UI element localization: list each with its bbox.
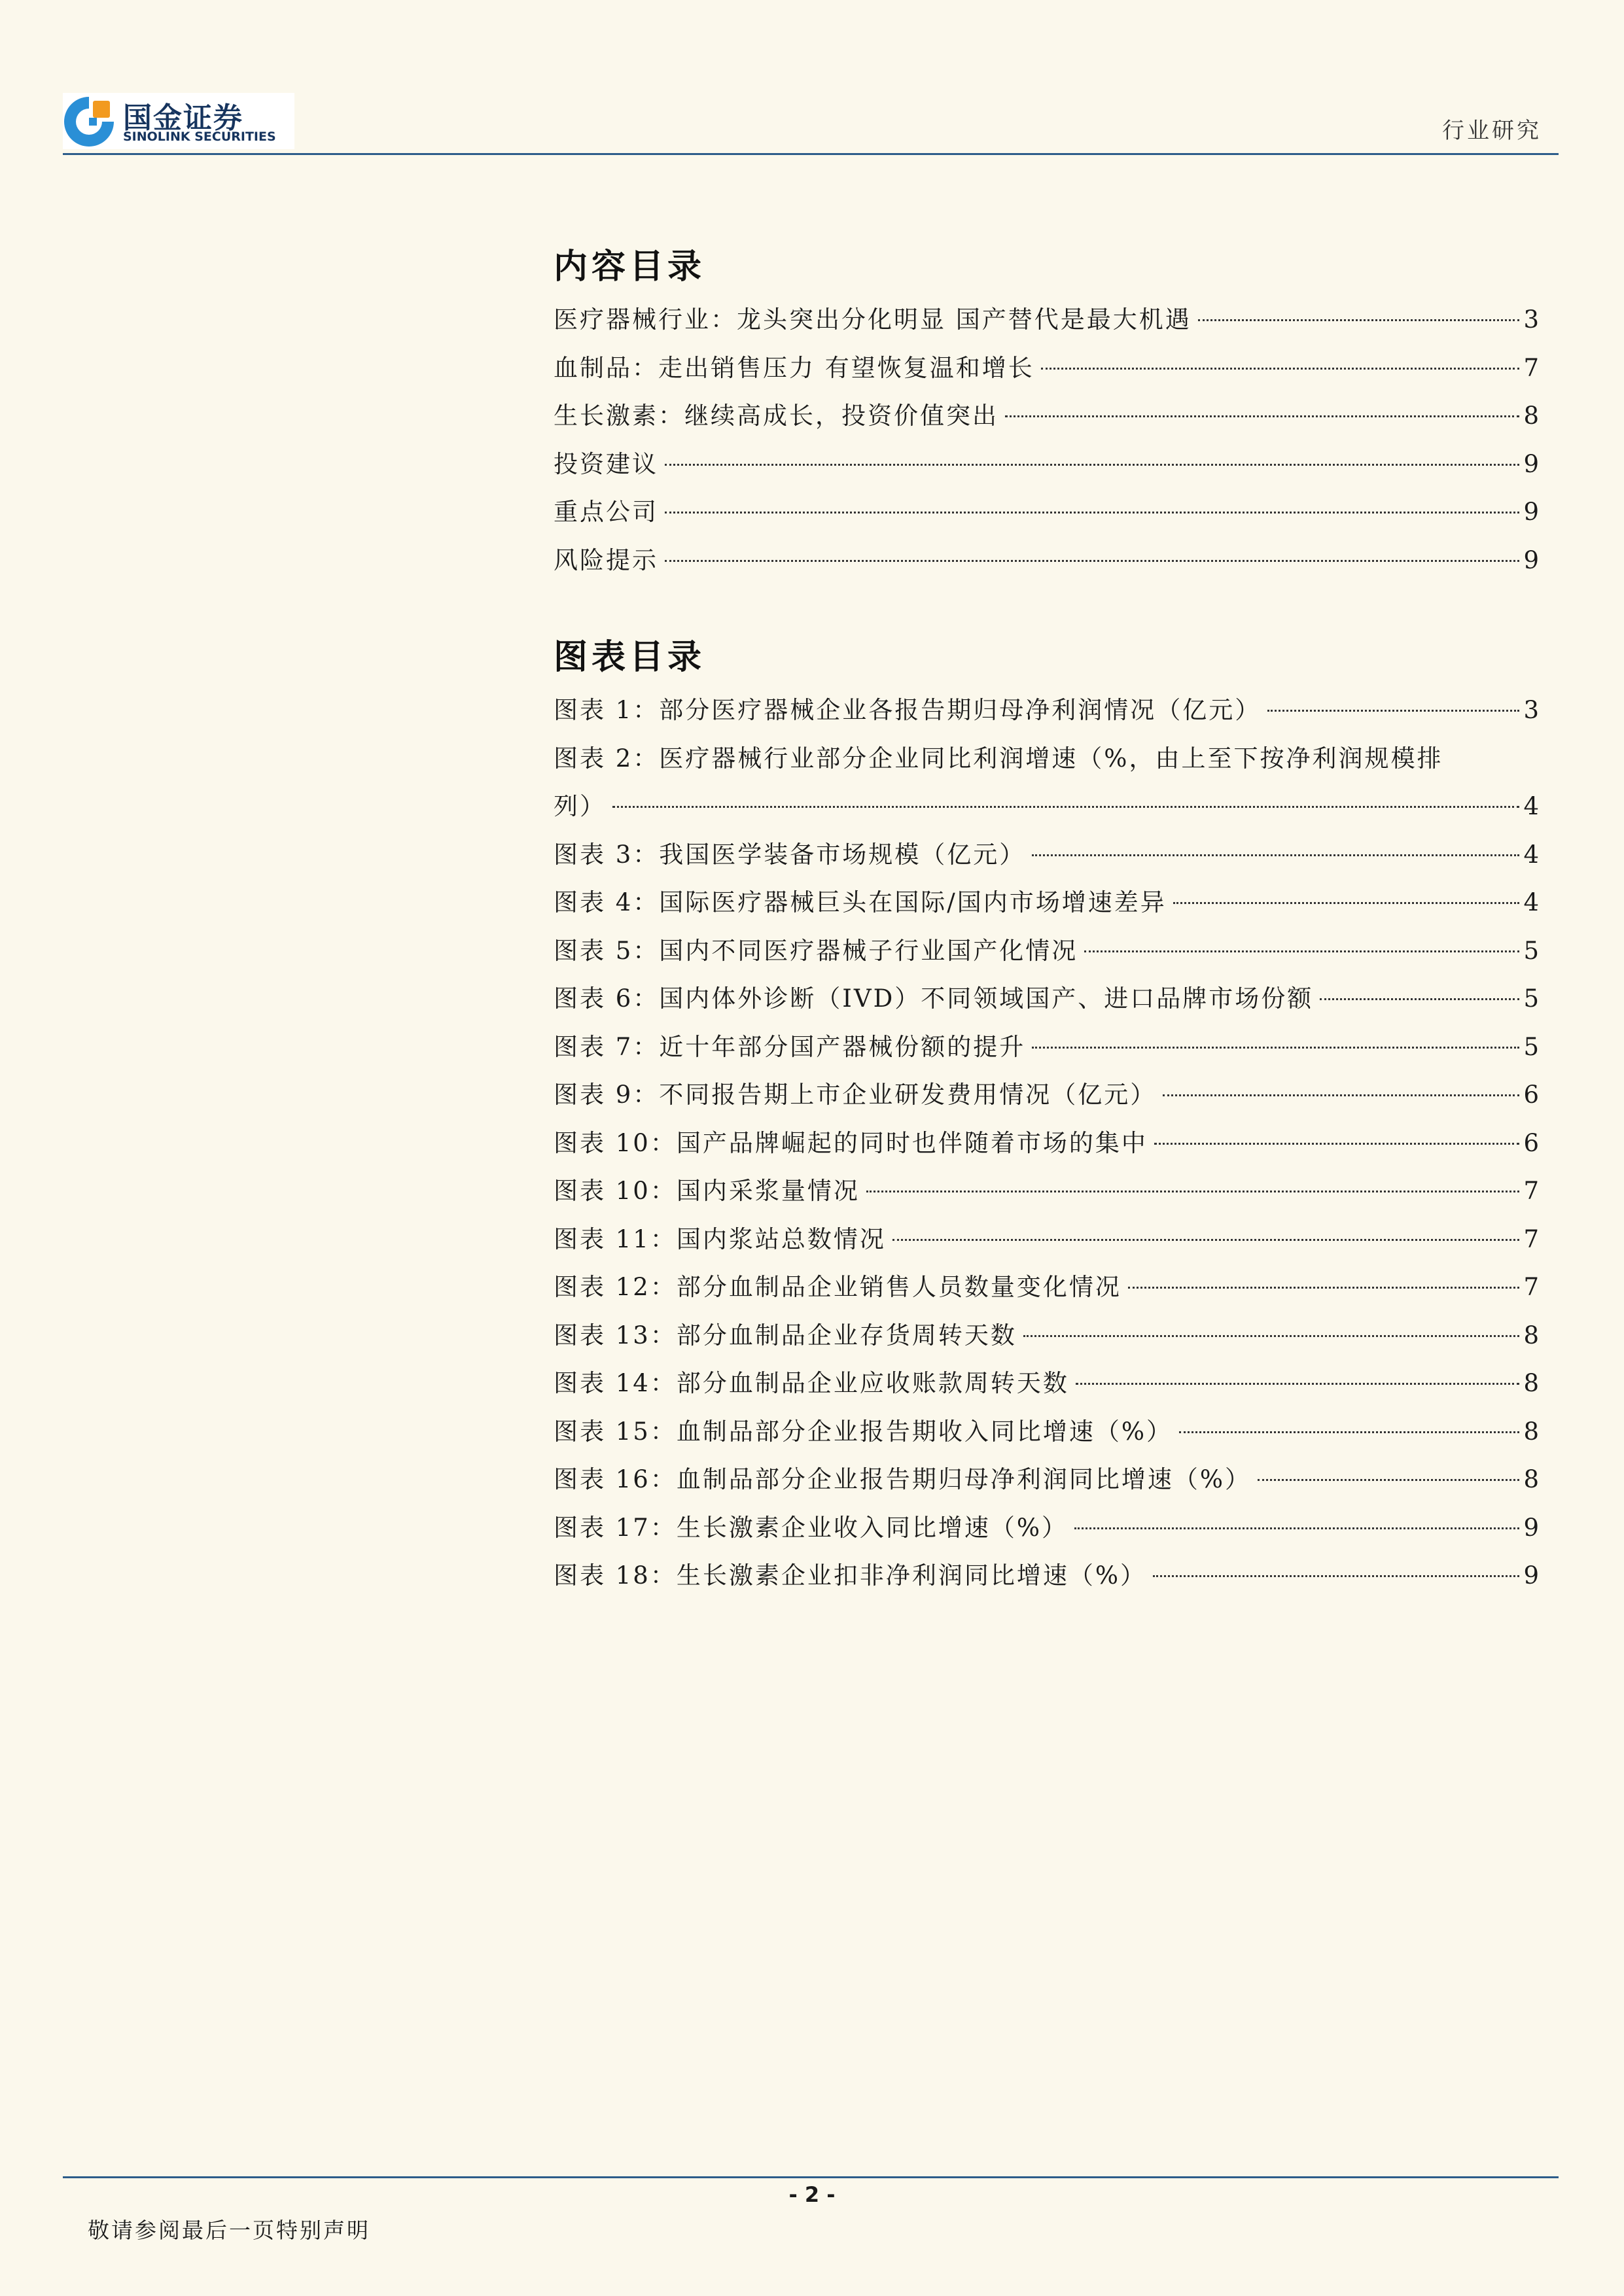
dot-leader xyxy=(1198,319,1520,321)
figure-entry-title: 图表 11：国内浆站总数情况 xyxy=(554,1225,886,1253)
dot-leader xyxy=(665,512,1519,513)
figure-entry-title: 图表 9：不同报告期上市企业研发费用情况（亿元） xyxy=(554,1081,1157,1109)
section-label: 行业研究 xyxy=(1442,118,1542,144)
figure-entry[interactable] xyxy=(554,831,1539,879)
figure-entry-title-line2: 列） xyxy=(554,792,606,820)
dot-leader xyxy=(1173,902,1520,904)
toc-entry-page: 3 xyxy=(1523,305,1539,334)
figure-entry-wrapped[interactable] xyxy=(554,735,1539,783)
sinolink-logo-icon xyxy=(63,96,115,148)
figure-entry-page: 5 xyxy=(1523,936,1539,965)
logo-chinese-name: 国金证券 xyxy=(123,101,243,135)
toc-entry[interactable] xyxy=(554,344,1539,392)
toc-entry-page: 9 xyxy=(1523,546,1539,574)
figure-entry-page: 8 xyxy=(1523,1321,1539,1349)
figure-entry-title: 图表 3：我国医学装备市场规模（亿元） xyxy=(554,840,1026,869)
figure-entry[interactable] xyxy=(554,1023,1539,1071)
toc-entry-page: 7 xyxy=(1523,353,1539,382)
figure-entry[interactable] xyxy=(554,927,1539,975)
figure-entry-title: 图表 7：近十年部分国产器械份额的提升 xyxy=(554,1032,1026,1061)
figure-entry[interactable] xyxy=(554,1312,1539,1360)
dot-leader xyxy=(866,1191,1520,1192)
dot-leader xyxy=(1041,368,1520,370)
figure-entry-page: 5 xyxy=(1523,1032,1539,1061)
figure-entry-title: 图表 6：国内体外诊断（IVD）不同领域国产、进口品牌市场份额 xyxy=(554,984,1314,1013)
figure-entry-page: 3 xyxy=(1523,696,1539,724)
figure-entry-title: 图表 4：国际医疗器械巨头在国际/国内市场增速差异 xyxy=(554,888,1167,916)
dot-leader xyxy=(1074,1527,1519,1529)
toc-entry[interactable] xyxy=(554,488,1539,536)
figure-entry[interactable] xyxy=(554,1071,1539,1119)
dot-leader xyxy=(1005,415,1519,417)
contents-list xyxy=(554,296,1539,584)
figure-entry-title: 图表 18：生长激素企业扣非净利润同比增速（%） xyxy=(554,1561,1146,1590)
dot-leader xyxy=(1076,1383,1520,1385)
footer-divider xyxy=(63,2176,1559,2178)
page-number: - 2 - xyxy=(788,2182,836,2207)
figure-entry-page: 7 xyxy=(1523,1225,1539,1253)
figure-entry-title: 图表 17：生长激素企业收入同比增速（%） xyxy=(554,1513,1068,1542)
dot-leader xyxy=(1267,710,1519,712)
figure-entry-page: 6 xyxy=(1523,1128,1539,1157)
toc-entry-title: 生长激素：继续高成长，投资价值突出 xyxy=(554,402,998,430)
figure-entry-page: 9 xyxy=(1523,1561,1539,1590)
figure-entry-page: 7 xyxy=(1523,1273,1539,1301)
figure-entry[interactable] xyxy=(554,878,1539,927)
figure-entry-page: 4 xyxy=(1523,792,1539,820)
figure-entry-page: 6 xyxy=(1523,1081,1539,1109)
figure-entry[interactable] xyxy=(554,1504,1539,1552)
dot-leader xyxy=(1128,1287,1520,1289)
figure-entry[interactable] xyxy=(554,1408,1539,1456)
figure-entry-page: 8 xyxy=(1523,1369,1539,1397)
figure-entry-title: 图表 14：部分血制品企业应收账款周转天数 xyxy=(554,1369,1069,1397)
toc-entry-title: 重点公司 xyxy=(554,498,658,526)
toc-entry-title: 血制品：走出销售压力 有望恢复温和增长 xyxy=(554,353,1034,382)
company-logo xyxy=(63,93,294,149)
dot-leader xyxy=(1154,1143,1520,1145)
figure-entry[interactable] xyxy=(554,975,1539,1023)
figure-entry[interactable] xyxy=(554,1455,1539,1504)
figure-entry-title: 图表 13：部分血制品企业存货周转天数 xyxy=(554,1321,1017,1349)
figure-entry[interactable] xyxy=(554,1359,1539,1408)
figure-entry[interactable] xyxy=(554,1263,1539,1312)
toc-entry[interactable] xyxy=(554,296,1539,344)
figure-entry-continuation[interactable] xyxy=(554,782,1539,831)
figure-entry[interactable] xyxy=(554,1167,1539,1215)
dot-leader xyxy=(1179,1431,1519,1433)
figure-entry-title: 图表 10：国内采浆量情况 xyxy=(554,1177,860,1205)
toc-entry-page: 9 xyxy=(1523,498,1539,526)
dot-leader xyxy=(1258,1479,1519,1481)
figure-entry-title: 图表 10：国产品牌崛起的同时也伴随着市场的集中 xyxy=(554,1128,1148,1157)
table-of-contents xyxy=(554,241,1539,1600)
dot-leader xyxy=(1032,1047,1519,1049)
figures-list xyxy=(554,686,1539,1600)
dot-leader xyxy=(1023,1335,1520,1337)
figure-entry-page: 7 xyxy=(1523,1177,1539,1205)
figure-entry-title: 图表 5：国内不同医疗器械子行业国产化情况 xyxy=(554,936,1078,965)
page-header xyxy=(0,0,1624,157)
dot-leader xyxy=(1320,998,1519,1000)
figure-entry-page: 8 xyxy=(1523,1465,1539,1493)
dot-leader xyxy=(665,464,1519,466)
figure-entry-page: 4 xyxy=(1523,888,1539,916)
figure-entry-page: 4 xyxy=(1523,840,1539,869)
figure-entry-page: 8 xyxy=(1523,1417,1539,1446)
dot-leader xyxy=(1084,950,1519,952)
figure-entry-title-line1: 图表 2：医疗器械行业部分企业同比利润增速（%，由上至下按净利润规模排 xyxy=(554,744,1443,773)
dot-leader xyxy=(612,806,1519,808)
toc-entry[interactable] xyxy=(554,536,1539,585)
dot-leader xyxy=(892,1239,1520,1241)
toc-entry-title: 医疗器械行业：龙头突出分化明显 国产替代是最大机遇 xyxy=(554,305,1192,334)
contents-heading: 内容目录 xyxy=(554,247,706,287)
dot-leader xyxy=(665,560,1519,562)
header-divider xyxy=(63,153,1559,155)
figure-entry[interactable] xyxy=(554,1119,1539,1168)
figure-entry-title: 图表 15：血制品部分企业报告期收入同比增速（%） xyxy=(554,1417,1173,1446)
figure-entry[interactable] xyxy=(554,1552,1539,1600)
toc-entry-title: 投资建议 xyxy=(554,449,658,478)
dot-leader xyxy=(1153,1575,1519,1577)
section-spacer xyxy=(554,584,1539,631)
toc-entry-page: 8 xyxy=(1523,402,1539,430)
dot-leader xyxy=(1163,1094,1519,1096)
figure-entry-title: 图表 16：血制品部分企业报告期归母净利润同比增速（%） xyxy=(554,1465,1251,1493)
toc-entry-page: 9 xyxy=(1523,449,1539,478)
dot-leader xyxy=(1032,854,1519,856)
toc-entry-title: 风险提示 xyxy=(554,546,658,574)
figures-heading: 图表目录 xyxy=(554,638,706,677)
figure-entry-page: 5 xyxy=(1523,984,1539,1013)
figure-entry-title: 图表 12：部分血制品企业销售人员数量变化情况 xyxy=(554,1273,1121,1301)
toc-entry[interactable] xyxy=(554,440,1539,489)
logo-english-name: SINOLINK SECURITIES xyxy=(123,130,276,144)
disclaimer-note: 敬请参阅最后一页特别声明 xyxy=(88,2218,370,2243)
figure-entry-page: 9 xyxy=(1523,1513,1539,1542)
figure-entry[interactable] xyxy=(554,1215,1539,1264)
figure-entry-title: 图表 1：部分医疗器械企业各报告期归母净利润情况（亿元） xyxy=(554,696,1262,724)
toc-entry[interactable] xyxy=(554,392,1539,440)
figure-entry[interactable] xyxy=(554,686,1539,735)
